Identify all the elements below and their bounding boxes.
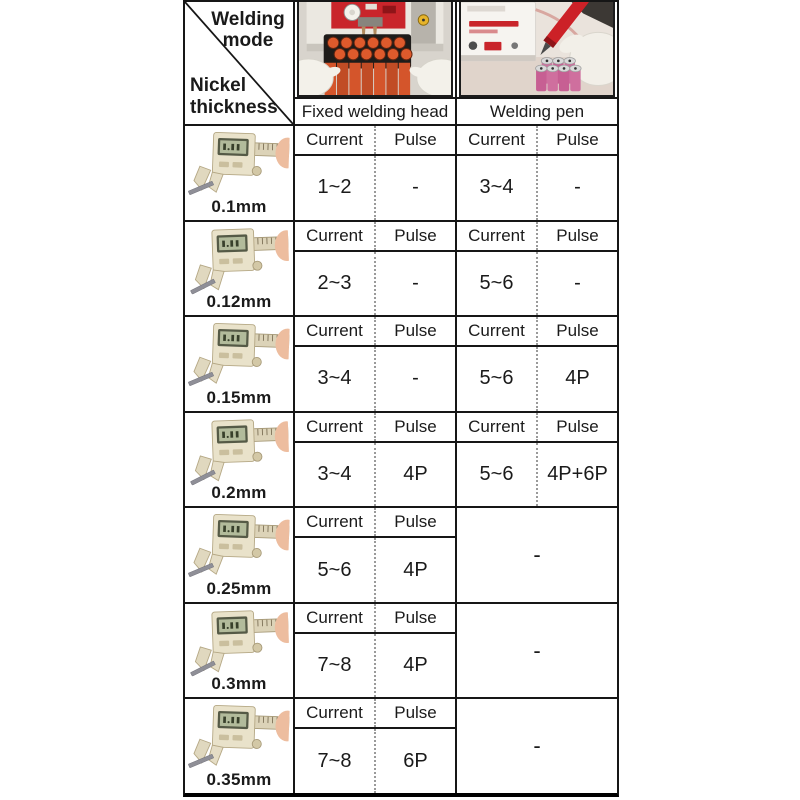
welding-pen-section xyxy=(457,317,617,411)
thickness-label: 0.15mm xyxy=(206,387,272,407)
current-value: 7~8 xyxy=(295,729,376,793)
welding-pen-section xyxy=(457,604,617,698)
caliper-photo xyxy=(185,604,294,676)
welding-mode-label: Welding mode xyxy=(211,9,285,52)
current-header: Current xyxy=(457,126,538,154)
welding-pen-section xyxy=(457,699,617,793)
welding-pen-column xyxy=(457,2,617,124)
header-row xyxy=(185,2,617,124)
thickness-cell xyxy=(185,126,295,220)
current-value: 5~6 xyxy=(457,443,538,507)
pulse-header: Pulse xyxy=(556,321,599,341)
table-row xyxy=(185,411,617,507)
welding-pen-section xyxy=(457,222,617,316)
not-applicable-value: - xyxy=(533,542,541,568)
thickness-label: 0.12mm xyxy=(206,292,272,312)
caliper-photo xyxy=(185,699,294,771)
pulse-value: 4P xyxy=(403,558,428,581)
caliper-photo xyxy=(185,222,294,294)
table-row xyxy=(185,315,617,411)
not-applicable-value: - xyxy=(533,733,541,759)
caliper-photo xyxy=(185,317,294,389)
pulse-value: - xyxy=(412,176,419,199)
current-value: 3~4 xyxy=(295,347,376,411)
current-header: Current xyxy=(295,699,376,727)
thickness-label: 0.35mm xyxy=(206,770,272,790)
welding-settings-table xyxy=(183,0,619,797)
pulse-header: Pulse xyxy=(556,416,599,436)
pulse-value: - xyxy=(574,271,581,294)
pulse-header: Pulse xyxy=(394,321,437,341)
welding-pen-header: Welding pen xyxy=(457,97,617,124)
nickel-thickness-label: Nickel thickness xyxy=(190,75,278,118)
pulse-value: 4P xyxy=(403,654,428,677)
current-header: Current xyxy=(457,222,538,250)
pulse-header: Pulse xyxy=(394,607,437,627)
thickness-cell xyxy=(185,413,295,507)
thickness-cell xyxy=(185,604,295,698)
current-header: Current xyxy=(295,222,376,250)
thickness-label: 0.1mm xyxy=(211,196,267,216)
pulse-value: 4P xyxy=(403,463,428,486)
pulse-header: Pulse xyxy=(394,130,437,149)
current-value: 2~3 xyxy=(295,252,376,316)
pulse-value: - xyxy=(412,367,419,390)
pulse-header: Pulse xyxy=(394,416,437,436)
fixed-welding-head-column xyxy=(295,2,457,124)
welding-pen-section xyxy=(457,413,617,507)
thickness-label: 0.3mm xyxy=(211,674,267,694)
table-row xyxy=(185,220,617,316)
table-row xyxy=(185,506,617,602)
pulse-header: Pulse xyxy=(556,225,599,245)
fixed-head-section xyxy=(295,222,457,316)
current-value: 3~4 xyxy=(295,443,376,507)
fixed-welding-head-photo xyxy=(297,2,453,97)
fixed-head-section xyxy=(295,413,457,507)
fixed-head-section xyxy=(295,604,457,698)
caliper-photo xyxy=(185,126,294,198)
caliper-photo xyxy=(185,413,294,485)
corner-cell xyxy=(185,2,295,124)
current-header: Current xyxy=(295,604,376,632)
caliper-photo xyxy=(185,508,294,580)
pulse-header: Pulse xyxy=(556,130,599,149)
pulse-header: Pulse xyxy=(394,703,437,723)
current-header: Current xyxy=(457,317,538,345)
fixed-head-section xyxy=(295,699,457,793)
current-header: Current xyxy=(295,126,376,154)
current-value: 7~8 xyxy=(295,634,376,698)
pulse-header: Pulse xyxy=(394,512,437,532)
pulse-value: 4P+6P xyxy=(547,463,608,486)
thickness-cell xyxy=(185,317,295,411)
thickness-cell xyxy=(185,508,295,602)
fixed-head-section xyxy=(295,126,457,220)
pulse-header: Pulse xyxy=(394,225,437,245)
pulse-value: 6P xyxy=(403,749,428,772)
welding-pen-section xyxy=(457,508,617,602)
not-applicable-value: - xyxy=(533,637,541,663)
pulse-value: 4P xyxy=(565,367,590,390)
pulse-value: - xyxy=(574,176,581,199)
current-value: 3~4 xyxy=(457,156,538,220)
thickness-cell xyxy=(185,699,295,793)
current-value: 5~6 xyxy=(295,538,376,602)
current-value: 5~6 xyxy=(457,347,538,411)
table-row xyxy=(185,697,617,793)
thickness-cell xyxy=(185,222,295,316)
current-header: Current xyxy=(295,508,376,536)
table-row xyxy=(185,124,617,220)
welding-pen-section xyxy=(457,126,617,220)
current-header: Current xyxy=(295,413,376,441)
table-row xyxy=(185,602,617,698)
fixed-head-section xyxy=(295,508,457,602)
fixed-head-section xyxy=(295,317,457,411)
current-header: Current xyxy=(457,413,538,441)
thickness-label: 0.2mm xyxy=(211,483,267,503)
fixed-welding-head-header: Fixed welding head xyxy=(295,97,455,124)
thickness-label: 0.25mm xyxy=(206,578,272,598)
current-value: 1~2 xyxy=(295,156,376,220)
welding-pen-photo xyxy=(459,2,615,97)
pulse-value: - xyxy=(412,271,419,294)
current-header: Current xyxy=(295,317,376,345)
current-value: 5~6 xyxy=(457,252,538,316)
